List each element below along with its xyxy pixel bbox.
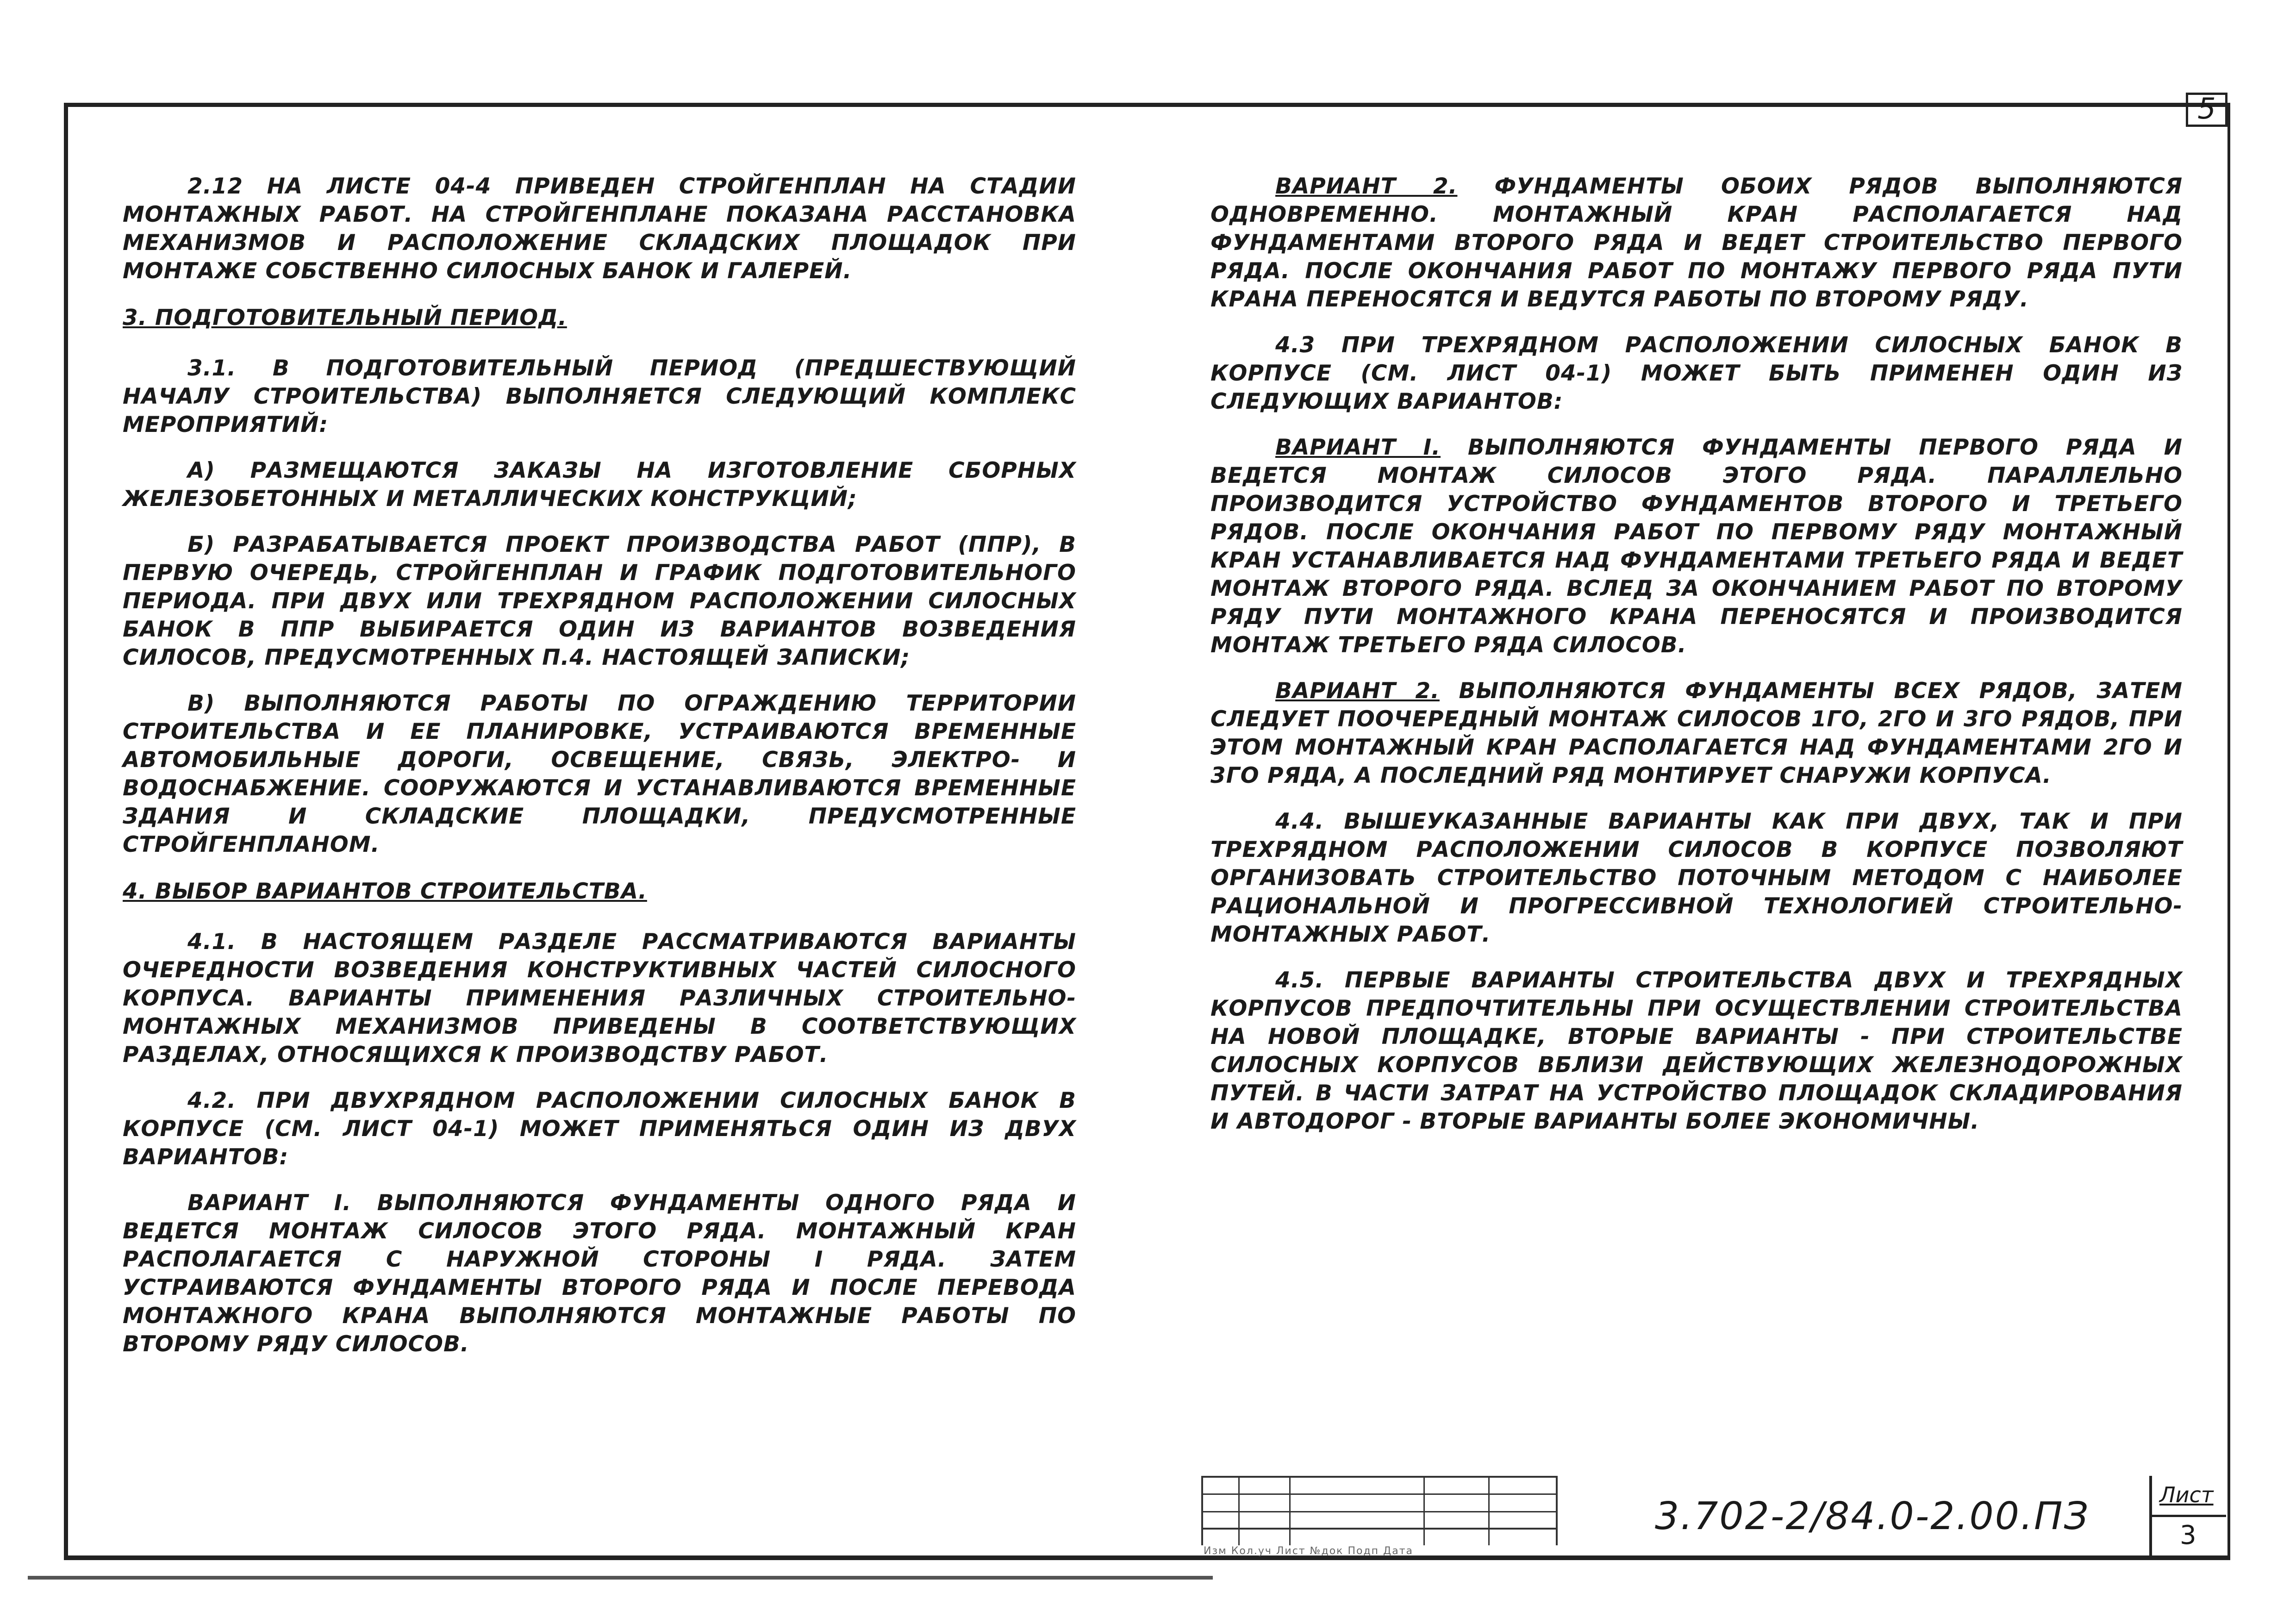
section-heading-3: 3. ПОДГОТОВИТЕЛЬНЫЙ ПЕРИОД. <box>123 305 567 331</box>
paragraph-variant-2 <box>1210 172 2183 313</box>
paragraph-4-5: 4.5. ПЕРВЫЕ ВАРИАНТЫ СТРОИТЕЛЬСТВА ДВУХ И ТРЕХРЯДНЫХ КОРПУСОВ ПРЕДПОЧТИТЕЛЬНЫ ПРИ ОСУЩЕСТВЛЕНИИ СТРОИТЕЛЬСТВА НА НОВОЙ ПЛОЩАДКЕ, ВТОРЫЕ ВАРИАНТЫ - ПРИ СТРОИТЕЛЬСТВЕ СИЛОСНЫХ КОРПУСОВ ВБЛИЗИ ДЕЙСТВУЮЩИХ ЖЕЛЕЗНОДОРОЖНЫХ ПУТЕЙ. В ЧАСТИ ЗАТРАТ НА УСТРОЙСТВО ПЛОЩАДОК СКЛАДИРОВАНИЯ И АВТОДОРОГ - ВТОРЫЕ ВАРИАНТЫ БОЛЕЕ ЭКОНОМИЧНЫ. <box>1210 968 2183 1134</box>
paragraph-4-3: 4.3 ПРИ ТРЕХРЯДНОМ РАСПОЛОЖЕНИИ СИЛОСНЫХ БАНОК В КОРПУСЕ (СМ. ЛИСТ 04-1) МОЖЕТ БЫТЬ ПРИМЕНЕН ОДИН ИЗ СЛЕДУЮЩИХ ВАРИАНТОВ: <box>1210 332 2183 414</box>
paragraph-3-1-b: Б) РАЗРАБАТЫВАЕТСЯ ПРОЕКТ ПРОИЗВОДСТВА РАБОТ (ППР), В ПЕРВУЮ ОЧЕРЕДЬ, СТРОЙГЕНПЛАН И ГРАФИК ПОДГОТОВИТЕЛЬНОГО ПЕРИОДА. ПРИ ДВУХ ИЛИ ТРЕХРЯДНОМ РАСПОЛОЖЕНИИ СИЛОСНЫХ БАНОК В ППР ВЫБИРАЕТСЯ ОДИН ИЗ ВАРИАНТОВ ВОЗВЕДЕНИЯ СИЛОСОВ, ПРЕДУСМОТРЕННЫХ П.4. НАСТОЯЩЕЙ ЗАПИСКИ; <box>123 532 1076 670</box>
paragraph-3-1: 3.1. В ПОДГОТОВИТЕЛЬНЫЙ ПЕРИОД (ПРЕДШЕСТВУЮЩИЙ НАЧАЛУ СТРОИТЕЛЬСТВА) ВЫПОЛНЯЕТСЯ СЛЕДУЮЩИЙ КОМПЛЕКС МЕРОПРИЯТИЙ: <box>123 356 1076 437</box>
paragraph-4-4: 4.4. ВЫШЕУКАЗАННЫЕ ВАРИАНТЫ КАК ПРИ ДВУХ, ТАК И ПРИ ТРЕХРЯДНОМ РАСПОЛОЖЕНИИ СИЛОСОВ В КОРПУСЕ ПОЗВОЛЯЮТ ОРГАНИЗОВАТЬ СТРОИТЕЛЬСТВО ПОТОЧНЫМ МЕТОДОМ С НАИБОЛЕЕ РАЦИОНАЛЬНОЙ И ПРОГРЕССИВНОЙ ТЕХНОЛОГИЕЙ СТРОИТЕЛЬНО-МОНТАЖНЫХ РАБОТ. <box>1210 809 2183 947</box>
bottom-rule <box>28 1576 1213 1580</box>
sheet-number: 3 <box>2180 1520 2196 1550</box>
paragraph-4-1: 4.1. В НАСТОЯЩЕМ РАЗДЕЛЕ РАССМАТРИВАЮТСЯ ВАРИАНТЫ ОЧЕРЕДНОСТИ ВОЗВЕДЕНИЯ КОНСТРУКТИВНЫХ ЧАСТЕЙ СИЛОСНОГО КОРПУСА. ВАРИАНТЫ ПРИМЕНЕНИЯ РАЗЛИЧНЫХ СТРОИТЕЛЬНО-МОНТАЖНЫХ МЕХАНИЗМОВ ПРИВЕДЕНЫ В СООТВЕТСТВУЮЩИХ РАЗДЕЛАХ, ОТНОСЯЩИХСЯ К ПРОИЗВОДСТВУ РАБОТ. <box>123 929 1076 1068</box>
right-column <box>1210 172 2183 1153</box>
paragraph-3-1-c: В) ВЫПОЛНЯЮТСЯ РАБОТЫ ПО ОГРАЖДЕНИЮ ТЕРРИТОРИИ СТРОИТЕЛЬСТВА И ЕЕ ПЛАНИРОВКЕ, УСТРАИВАЮТСЯ ВРЕМЕННЫЕ АВТОМОБИЛЬНЫЕ ДОРОГИ, ОСВЕЩЕНИЕ, СВЯЗЬ, ЭЛЕКТРО- И ВОДОСНАБЖЕНИЕ. СООРУЖАЮТСЯ И УСТАНАВЛИВАЮТСЯ ВРЕМЕННЫЕ ЗДАНИЯ И СКЛАДСКИЕ ПЛОЩАДКИ, ПРЕДУСМОТРЕННЫЕ СТРОЙГЕНПЛАНОМ. <box>123 691 1076 857</box>
paragraph-2-12: 2.12 НА ЛИСТЕ 04-4 ПРИВЕДЕН СТРОЙГЕНПЛАН НА СТАДИИ МОНТАЖНЫХ РАБОТ. НА СТРОЙГЕНПЛАНЕ ПОКАЗАНА РАССТАНОВКА МЕХАНИЗМОВ И РАСПОЛОЖЕНИЕ СКЛАДСКИХ ПЛОЩАДОК ПРИ МОНТАЖЕ СОБСТВЕННО СИЛОСНЫХ БАНОК И ГАЛЕРЕЙ. <box>123 174 1076 284</box>
document-code: 3.702-2/84.0-2.00.ПЗ <box>1655 1494 2090 1538</box>
paragraph-variant-3-2 <box>1210 677 2183 790</box>
title-block-column-labels: Изм Кол.уч Лист №док Подп Дата <box>1204 1545 1414 1557</box>
paragraph-3-1-a: А) РАЗМЕЩАЮТСЯ ЗАКАЗЫ НА ИЗГОТОВЛЕНИЕ СБОРНЫХ ЖЕЛЕЗОБЕТОННЫХ И МЕТАЛЛИЧЕСКИХ КОНСТРУКЦИЙ; <box>123 458 1076 512</box>
variant-1-label: ВАРИАНТ I. <box>187 1190 351 1216</box>
variant-2-label: ВАРИАНТ 2. <box>1275 174 1458 199</box>
paragraph-4-2: 4.2. ПРИ ДВУХРЯДНОМ РАСПОЛОЖЕНИИ СИЛОСНЫХ БАНОК В КОРПУСЕ (СМ. ЛИСТ 04-1) МОЖЕТ ПРИМЕНЯТЬСЯ ОДИН ИЗ ДВУХ ВАРИАНТОВ: <box>123 1088 1076 1170</box>
variant-1-text: ВЫПОЛНЯЮТСЯ ФУНДАМЕНТЫ ОДНОГО РЯДА И ВЕДЕТСЯ МОНТАЖ СИЛОСОВ ЭТОГО РЯДА. МОНТАЖНЫЙ КРАН РАСПОЛАГАЕТСЯ С НАРУЖНОЙ СТОРОНЫ I РЯДА. ЗАТЕМ УСТРАИВАЮТСЯ ФУНДАМЕНТЫ ВТОРОГО РЯДА И ПОСЛЕ ПЕРЕВОДА МОНТАЖНОГО КРАНА ВЫПОЛНЯЮТСЯ МОНТАЖНЫЕ РАБОТЫ ПО ВТОРОМУ РЯДУ СИЛОСОВ. <box>123 1190 1076 1357</box>
left-column <box>123 172 1076 1376</box>
section-heading-4: 4. ВЫБОР ВАРИАНТОВ СТРОИТЕЛЬСТВА. <box>123 879 647 904</box>
variant-3-1-text: ВЫПОЛНЯЮТСЯ ФУНДАМЕНТЫ ПЕРВОГО РЯДА И ВЕДЕТСЯ МОНТАЖ СИЛОСОВ ЭТОГО РЯДА. ПАРАЛЛЕЛЬНО ПРОИЗВОДИТСЯ УСТРОЙСТВО ФУНДАМЕНТОВ ВТОРОГО И ТРЕТЬЕГО РЯДОВ. ПОСЛЕ ОКОНЧАНИЯ РАБОТ ПО ПЕРВОМУ РЯДУ МОНТАЖНЫЙ КРАН УСТАНАВЛИВАЕТСЯ НАД ФУНДАМЕНТАМИ ТРЕТЬЕГО РЯДА И ВЕДЕТ МОНТАЖ ВТОРОГО РЯДА. ВСЛЕД ЗА ОКОНЧАНИЕМ РАБОТ ПО ВТОРОМУ РЯДУ ПУТИ МОНТАЖНОГО КРАНА ПЕРЕНОСЯТСЯ И ПРОИЗВОДИТСЯ МОНТАЖ ТРЕТЬЕГО РЯДА СИЛОСОВ. <box>1210 435 2183 658</box>
title-block-grid <box>1201 1476 1558 1545</box>
variant-3-2-text: ВЫПОЛНЯЮТСЯ ФУНДАМЕНТЫ ВСЕХ РЯДОВ, ЗАТЕМ СЛЕДУЕТ ПООЧЕРЕДНЫЙ МОНТАЖ СИЛОСОВ 1ГО, 2ГО И 3ГО РЯДОВ, ПРИ ЭТОМ МОНТАЖНЫЙ КРАН РАСПОЛАГАЕТСЯ НАД ФУНДАМЕНТАМИ 2ГО И 3ГО РЯДА, А ПОСЛЕДНИЙ РЯД МОНТИРУЕТ СНАРУЖИ КОРПУСА. <box>1210 678 2183 788</box>
variant-3-1-label: ВАРИАНТ I. <box>1275 435 1441 460</box>
sheet-divider <box>2152 1515 2226 1517</box>
variant-3-2-label: ВАРИАНТ 2. <box>1275 678 1440 704</box>
sheet-label: Лист <box>2159 1482 2214 1507</box>
variant-2-text: ФУНДАМЕНТЫ ОБОИХ РЯДОВ ВЫПОЛНЯЮТСЯ ОДНОВРЕМЕННО. МОНТАЖНЫЙ КРАН РАСПОЛАГАЕТСЯ НАД ФУНДАМЕНТАМИ ВТОРОГО РЯДА И ВЕДЕТ СТРОИТЕЛЬСТВО ПЕРВОГО РЯДА. ПОСЛЕ ОКОНЧАНИЯ РАБОТ ПО МОНТАЖУ ПЕРВОГО РЯДА ПУТИ КРАНА ПЕРЕНОСЯТСЯ И ВЕДУТСЯ РАБОТЫ ПО ВТОРОМУ РЯДУ. <box>1210 174 2183 312</box>
paragraph-variant-3-1 <box>1210 433 2183 659</box>
paragraph-variant-1 <box>123 1189 1076 1358</box>
sheet-box <box>2149 1476 2226 1557</box>
page-number: 5 <box>2186 93 2227 127</box>
